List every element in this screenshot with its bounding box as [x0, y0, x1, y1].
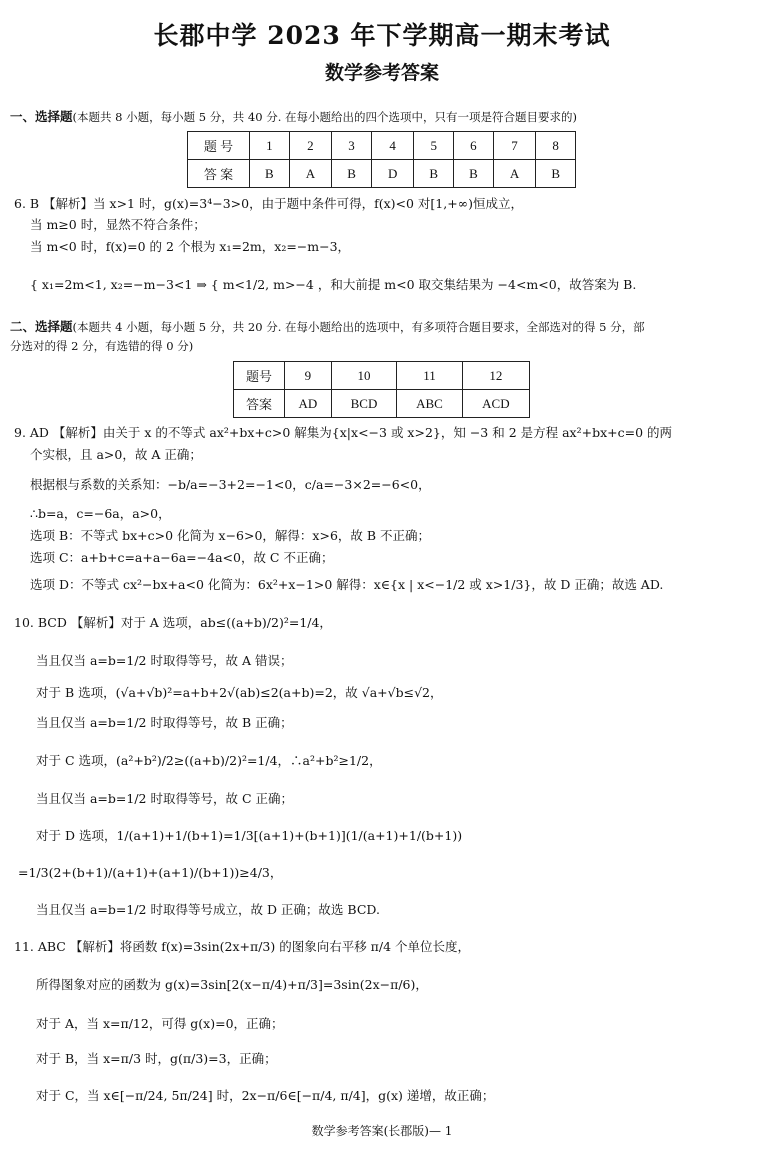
table-header-cell: 题号	[234, 362, 285, 390]
section2-note-line2: 分选对的得 2 分，有选错的得 0 分)	[10, 339, 194, 353]
page-title: 长郡中学 2023 年下学期高一期末考试	[153, 21, 611, 50]
q11-line: 对于 A，当 x=π/12，可得 g(x)=0，正确；	[36, 1016, 284, 1031]
table-header-cell: 题 号	[188, 132, 250, 160]
q11-line: 对于 B，当 x=π/3 时，g(π/3)=3，正确；	[36, 1051, 277, 1066]
q9-line: 个实根，且 a>0，故 A 正确；	[30, 447, 202, 462]
question-number: 10	[331, 362, 397, 390]
q6-line: 6. B 【解析】当 x>1 时，g(x)=3⁴−3>0，由于题中条件可得，f(x)<0 对[1,+∞)恒成立，	[14, 196, 523, 211]
section2-answer-table	[233, 361, 530, 418]
q10-line: 10. BCD 【解析】对于 A 选项，ab≤((a+b)/2)²=1/4，	[14, 615, 332, 630]
section1-note: (本题共 8 小题，每小题 5 分，共 40 分. 在每小题给出的四个选项中，只有一项是符合题目要求的)	[72, 110, 577, 124]
q9-line: 9. AD 【解析】由关于 x 的不等式 ax²+bx+c>0 解集为{x|x<−3 或 x>2}，知 −3 和 2 是方程 ax²+bx+c=0 的两	[14, 425, 673, 440]
answer-cell: B	[414, 160, 454, 188]
question-number: 12	[462, 362, 529, 390]
q11-line: 所得图象对应的函数为 g(x)=3sin[2(x−π/4)+π/3]=3sin(2x−π/6)，	[36, 977, 428, 992]
question-number: 9	[285, 362, 332, 390]
q11-line: 对于 C，当 x∈[−π/24, 5π/24] 时，2x−π/6∈[−π/4, π/4]，g(x) 递增，故正确；	[36, 1088, 495, 1103]
table-row	[188, 132, 576, 160]
table-header-cell: 答案	[234, 390, 285, 418]
q9-line: 选项 C：a+b+c=a+a−6a=−4a<0，故 C 不正确；	[30, 550, 334, 565]
question-number: 4	[371, 132, 414, 160]
section1-heading: 一、选择题	[10, 109, 73, 124]
question-number: 5	[414, 132, 454, 160]
section1-header	[10, 108, 577, 126]
question-number: 6	[454, 132, 494, 160]
q10-line: 当且仅当 a=b=1/2 时取得等号，故 A 错误；	[36, 653, 293, 668]
answer-cell: AD	[285, 390, 332, 418]
answer-cell: A	[289, 160, 332, 188]
table-row	[188, 160, 576, 188]
answer-cell: B	[454, 160, 494, 188]
table-row	[234, 362, 530, 390]
q10-line: =1/3(2+(b+1)/(a+1)+(a+1)/(b+1))≥4/3，	[18, 865, 283, 880]
answer-cell: ABC	[397, 390, 463, 418]
q9-line: 选项 B：不等式 bx+c>0 化简为 x−6>0，解得：x>6，故 B 不正确；	[30, 528, 431, 543]
answer-cell: BCD	[331, 390, 397, 418]
answer-cell: B	[250, 160, 290, 188]
answer-cell: ACD	[462, 390, 529, 418]
q10-line: 对于 D 选项，1/(a+1)+1/(b+1)=1/3[(a+1)+(b+1)](1/(a+1)+1/(b+1))	[36, 828, 463, 843]
section1-answer-table	[187, 131, 576, 188]
page-footer: 数学参考答案(长郡版)— 1	[311, 1124, 453, 1138]
answer-cell: B	[536, 160, 576, 188]
answer-cell: A	[493, 160, 536, 188]
section2-note-line1: (本题共 4 小题，每小题 5 分，共 20 分. 在每小题给出的选项中，有多项符合题目要求，全部选对的得 5 分，部	[72, 320, 645, 334]
answer-cell: B	[332, 160, 372, 188]
q6-line: { x₁=2m<1, x₂=−m−3<1 ⇒ { m<1/2, m>−4 ，和大前提 m<0 取交集结果为 −4<m<0，故答案为 B.	[30, 277, 637, 292]
page-subtitle: 数学参考答案	[324, 62, 439, 84]
question-number: 7	[493, 132, 536, 160]
question-number: 3	[332, 132, 372, 160]
q9-line: 选项 D：不等式 cx²−bx+a<0 化简为：6x²+x−1>0 解得：x∈{x | x<−1/2 或 x>1/3}，故 D 正确；故选 AD.	[30, 577, 664, 592]
question-number: 11	[397, 362, 463, 390]
q11-line: 11. ABC 【解析】将函数 f(x)=3sin(2x+π/3) 的图象向右平移 π/4 个单位长度，	[14, 939, 471, 954]
q9-line: 根据根与系数的关系知：−b/a=−3+2=−1<0，c/a=−3×2=−6<0，	[30, 477, 431, 492]
question-number: 8	[536, 132, 576, 160]
q10-line: 对于 B 选项，(√a+√b)²=a+b+2√(ab)≤2(a+b)=2，故 √a+√b≤√2，	[36, 685, 443, 700]
q9-line: ∴b=a，c=−6a，a>0，	[30, 506, 171, 521]
question-number: 1	[250, 132, 290, 160]
q10-line: 当且仅当 a=b=1/2 时取得等号，故 B 正确；	[36, 715, 293, 730]
q6-line: 当 m<0 时，f(x)=0 的 2 个根为 x₁=2m，x₂=−m−3，	[30, 239, 351, 254]
q10-line: 当且仅当 a=b=1/2 时取得等号成立，故 D 正确；故选 BCD.	[36, 902, 380, 917]
q10-line: 对于 C 选项，(a²+b²)/2≥((a+b)/2)²=1/4，∴a²+b²≥1/2，	[36, 753, 382, 768]
table-row	[234, 390, 530, 418]
q10-line: 当且仅当 a=b=1/2 时取得等号，故 C 正确；	[36, 791, 293, 806]
q6-line: 当 m≥0 时，显然不符合条件；	[30, 217, 206, 232]
answer-cell: D	[371, 160, 414, 188]
section2-heading: 二、选择题	[10, 319, 73, 334]
question-number: 2	[289, 132, 332, 160]
section2-header	[10, 318, 645, 336]
table-header-cell: 答 案	[188, 160, 250, 188]
